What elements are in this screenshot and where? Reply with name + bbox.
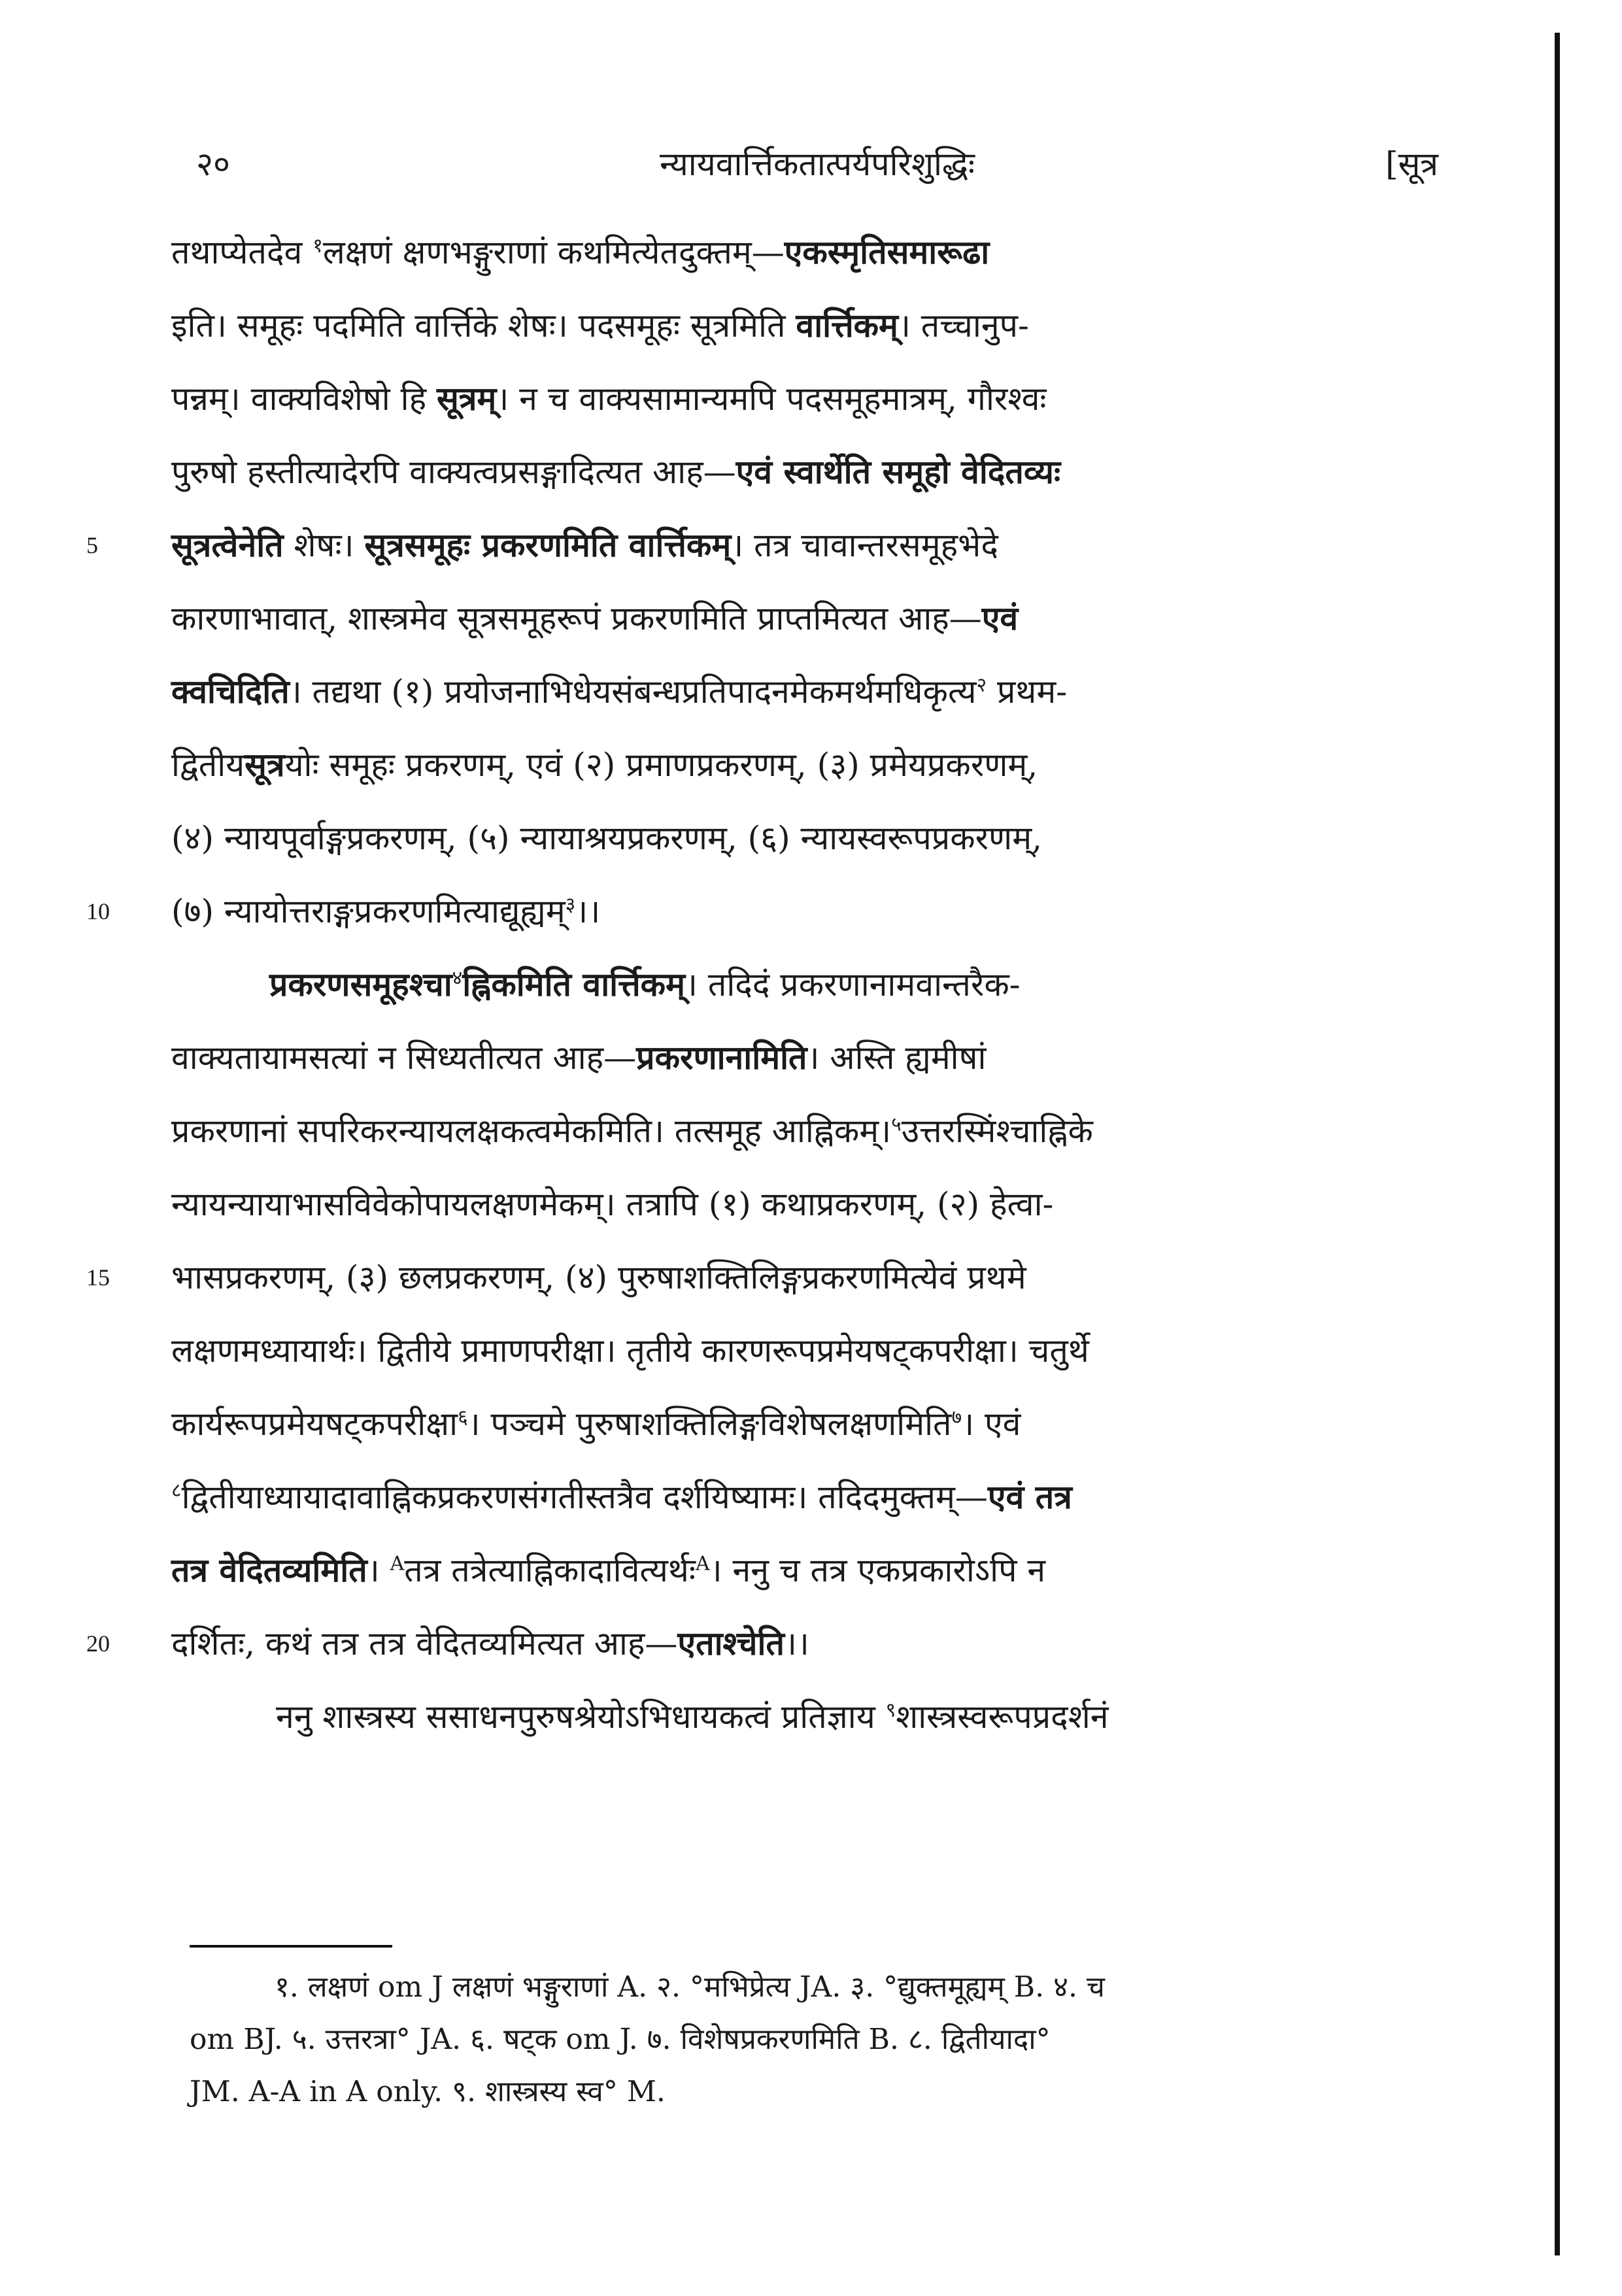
footnote-marker: १ xyxy=(313,234,323,258)
line-number: 15 xyxy=(86,1264,110,1291)
text-run: शास्त्रस्वरूपप्रदर्शनं xyxy=(896,1698,1109,1736)
text-run: उत्तरस्मिंश्चाह्निके xyxy=(901,1112,1093,1150)
text-run: तथाप्येतदेव xyxy=(171,233,313,271)
text-line xyxy=(171,655,1417,728)
text-run: वाक्यतायामसत्यां न सिध्यतीत्यत आह— xyxy=(171,1039,637,1077)
text-run: प्रकरणानां सपरिकरन्यायलक्षकत्वमेकमिति। तत्समूह आह्निकम्। xyxy=(171,1112,892,1150)
text-line xyxy=(171,362,1417,435)
text-run: लक्षणमध्यायार्थः। द्वितीये प्रमाणपरीक्षा। तृतीये कारणरूपप्रमेयषट्कपरीक्षा। चतुर्थे xyxy=(171,1332,1089,1370)
bold-lemma: वार्त्तिकम् xyxy=(796,306,898,345)
footnote-rule xyxy=(190,1945,392,1948)
bold-lemma: क्वचिदिति xyxy=(171,672,290,711)
text-run: भासप्रकरणम्, (३) छलप्रकरणम्, (४) पुरुषाशक्तिलिङ्गप्रकरणमित्येवं प्रथमे xyxy=(171,1258,1026,1296)
page-edge-shadow xyxy=(1555,33,1560,2255)
text-line xyxy=(171,728,1417,802)
text-run: द्वितीयाध्यायादावाह्निकप्रकरणसंगतीस्तत्रैव दर्शयिष्यामः। तदिदमुक्तम्— xyxy=(181,1478,988,1516)
footnote-marker: ६ xyxy=(458,1406,468,1429)
footnotes xyxy=(190,1961,1451,2118)
bold-lemma: तत्र वेदितव्यमिति xyxy=(171,1551,367,1589)
text-run: कार्यरूपप्रमेयषट्कपरीक्षा xyxy=(171,1405,458,1443)
text-run: । xyxy=(367,1551,390,1589)
text-line xyxy=(171,435,1417,509)
footnote-marker: ५ xyxy=(891,1113,902,1136)
text-run: इति। समूहः पदमिति वार्त्तिके शेषः। पदसमूहः सूत्रमिति xyxy=(171,307,796,345)
bold-lemma: एवं xyxy=(981,599,1019,637)
text-run: । तद्यथा (१) प्रयोजनाभिधेयसंबन्धप्रतिपादनमेकमर्थमधिकृत्य xyxy=(289,673,977,711)
text-run: । अस्ति ह्यमीषां xyxy=(807,1039,987,1077)
bold-lemma: प्रकरणसमूहश्चा xyxy=(269,965,452,1004)
bold-lemma: सूत्रत्वेनेति xyxy=(171,526,284,564)
line-number: 10 xyxy=(86,898,110,924)
text-run: द्वितीय xyxy=(171,746,245,784)
text-line xyxy=(86,875,1417,948)
text-line xyxy=(171,1534,1417,1607)
text-line xyxy=(86,1241,1417,1314)
text-line xyxy=(171,948,1417,1021)
text-line xyxy=(171,1021,1417,1094)
text-line xyxy=(171,1314,1417,1387)
text-run: ननु शास्त्रस्य ससाधनपुरुषश्रेयोऽभिधायकत्वं प्रतिज्ञाय xyxy=(276,1698,886,1736)
footnote-marker: ८ xyxy=(171,1479,182,1502)
text-line xyxy=(171,582,1417,655)
text-run: । एवं xyxy=(962,1405,1021,1443)
text-line xyxy=(86,1607,1417,1680)
text-run: ।। xyxy=(784,1625,809,1663)
text-run: तत्र तत्रेत्याह्निकादावित्यर्थः xyxy=(404,1551,696,1589)
section-label: [सूत्र xyxy=(1385,145,1438,183)
page-number: २० xyxy=(196,145,230,183)
bold-lemma: प्रकरणानामिति xyxy=(636,1038,807,1077)
text-run: । ननु च तत्र एकप्रकारोऽपि न xyxy=(709,1551,1046,1589)
line-number: 5 xyxy=(86,532,98,558)
footnote-line: १. लक्षणं om J लक्षणं भङ्गुराणां A. २. °मभिप्रेत्य JA. ३. °द्युक्तमूह्यम् B. ४. च xyxy=(275,1970,1105,2004)
footnote-marker: A xyxy=(695,1552,710,1576)
footnote-line: JM. A-A in A only. ९. शास्त्रस्य स्व° M. xyxy=(190,2075,666,2108)
bold-lemma: एवं स्वार्थेति समूहो वेदितव्यः xyxy=(735,452,1061,491)
text-run: । तच्चानुप- xyxy=(898,307,1029,345)
bold-lemma: एकस्मृतिसमारूढा xyxy=(784,233,990,271)
footnote-marker: A xyxy=(390,1552,405,1576)
text-run: पन्नम्। वाक्यविशेषो हि xyxy=(171,380,437,418)
bold-lemma: सूत्रसमूहः प्रकरणमिति वार्त्तिकम् xyxy=(364,526,732,564)
footnote-marker: २ xyxy=(976,673,987,697)
text-run: योः समूहः प्रकरणम्, एवं (२) प्रमाणप्रकरणम्, (३) प्रमेयप्रकरणम्, xyxy=(284,746,1038,784)
text-line xyxy=(171,1168,1417,1241)
bold-lemma: सूत्रम् xyxy=(437,379,497,418)
text-line xyxy=(171,1460,1417,1534)
text-run: ।। xyxy=(575,892,601,930)
footnote-marker: ९ xyxy=(885,1698,896,1722)
bold-lemma: एवं तत्र xyxy=(987,1477,1072,1516)
text-run: पुरुषो हस्तीत्यादेरपि वाक्यत्वप्रसङ्गादित्यत आह— xyxy=(171,453,736,491)
running-header xyxy=(196,141,1438,193)
bold-lemma: सूत्र xyxy=(245,745,285,784)
text-line xyxy=(171,1094,1417,1168)
main-text xyxy=(86,216,1417,1753)
text-line xyxy=(171,216,1417,289)
text-run: (४) न्यायपूर्वाङ्गप्रकरणम्, (५) न्यायाश्रयप्रकरणम्, (६) न्यायस्वरूपप्रकरणम्, xyxy=(171,819,1042,857)
text-run: दर्शितः, कथं तत्र तत्र वेदितव्यमित्यत आह— xyxy=(171,1625,678,1663)
footnote-line: om BJ. ५. उत्तरत्रा° JA. ६. षट्क om J. ७. विशेषप्रकरणमिति B. ८. द्वितीयादा° xyxy=(190,2023,1051,2056)
text-line xyxy=(171,1387,1417,1460)
text-run: । तत्र चावान्तरसमूहभेदे xyxy=(731,526,998,564)
text-line xyxy=(171,802,1417,875)
footnote-marker: ७ xyxy=(951,1406,962,1429)
text-run: । पञ्चमे पुरुषाशक्तिलिङ्गविशेषलक्षणमिति xyxy=(467,1405,952,1443)
text-run: । न च वाक्यसामान्यमपि पदसमूहमात्रम्, गौरश्वः xyxy=(496,380,1047,418)
text-run: शेषः। xyxy=(283,526,365,564)
bold-lemma: एताश्चेति xyxy=(677,1624,785,1663)
footnote-marker: ४ xyxy=(452,966,463,990)
text-run: प्रथम- xyxy=(987,673,1068,711)
text-run: लक्षणं क्षणभङ्गुराणां कथमित्येतदुक्तम्— xyxy=(322,233,785,271)
text-line xyxy=(171,1680,1417,1753)
text-run: (७) न्यायोत्तराङ्गप्रकरणमित्याद्यूह्यम् xyxy=(171,892,566,930)
line-number: 20 xyxy=(86,1630,110,1657)
running-title: न्यायवार्त्तिकतात्पर्यपरिशुद्धिः xyxy=(660,145,975,183)
text-line xyxy=(86,509,1417,582)
text-run: । तदिदं प्रकरणानामवान्तरैक- xyxy=(684,966,1021,1004)
bold-lemma: ह्निकमिति वार्त्तिकम् xyxy=(462,965,685,1004)
text-line xyxy=(171,289,1417,362)
footnote-marker: ३ xyxy=(565,893,576,917)
text-run: कारणाभावात्, शास्त्रमेव सूत्रसमूहरूपं प्रकरणमिति प्राप्तमित्यत आह— xyxy=(171,599,982,637)
text-run: न्यायन्यायाभासविवेकोपायलक्षणमेकम्। तत्रापि (१) कथाप्रकरणम्, (२) हेत्वा- xyxy=(171,1185,1054,1223)
